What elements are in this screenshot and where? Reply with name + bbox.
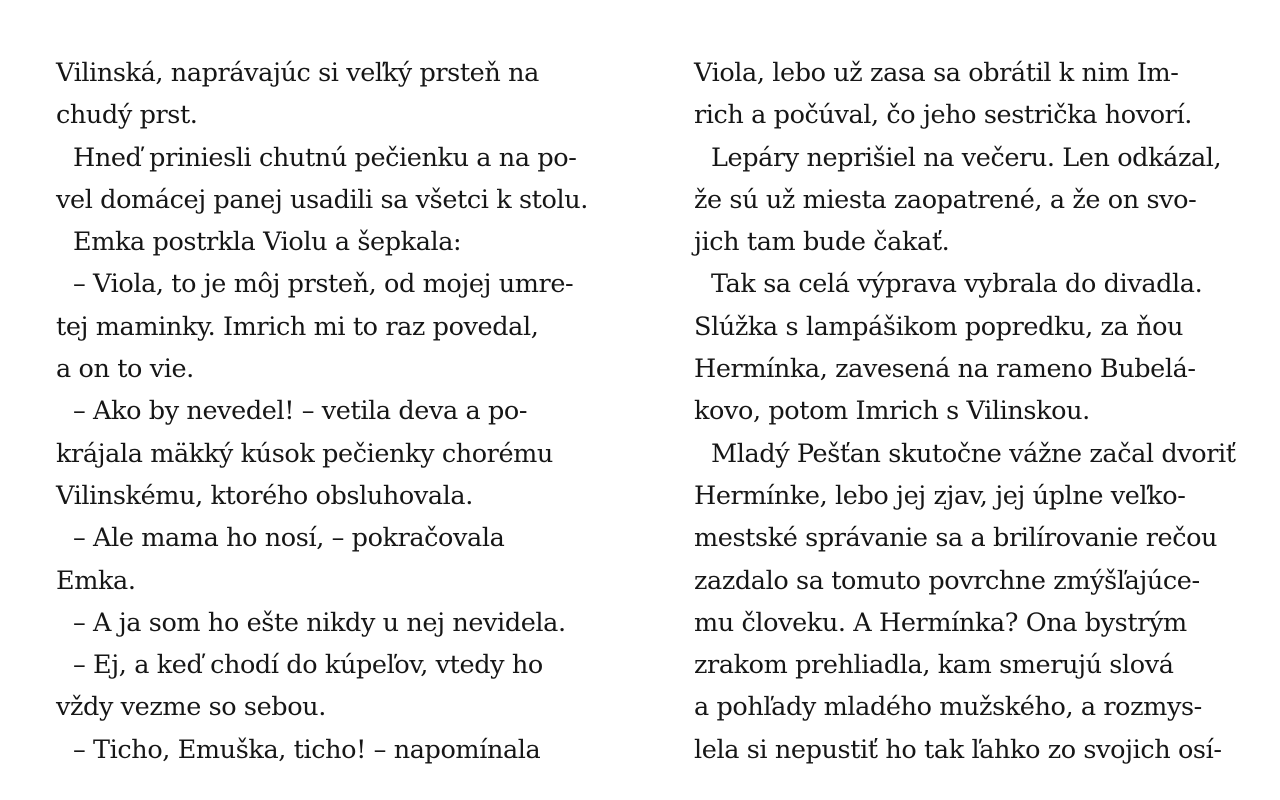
text-line: – Ale mama ho nosí, – pokračovala	[73, 523, 505, 554]
text-line: Vilinská, naprávajúc si veľký prsteň na	[56, 58, 539, 88]
text-line: mu človeku. A Hermínka? Ona bystrým	[694, 607, 1187, 638]
text-line: tej maminky. Imrich mi to raz povedal,	[56, 311, 539, 342]
text-line: a on to vie.	[56, 354, 194, 385]
text-line: jich tam bude čakať.	[694, 227, 950, 258]
text-line: zazdalo sa tomuto povrchne zmýšľajúce-	[694, 565, 1200, 596]
text-line: mestské správanie sa a brilírovanie rečou	[694, 523, 1218, 554]
text-line: – Ticho, Emuška, ticho! – napomínala	[73, 734, 541, 765]
text-line: Hneď priniesli chutnú pečienku a na po-	[73, 142, 577, 173]
text-line: lela si nepustiť ho tak ľahko zo svojich osí-	[694, 734, 1222, 765]
text-line: Slúžka s lampášikom popredku, za ňou	[694, 311, 1184, 342]
text-line: Vilinskému, ktorého obsluhovala.	[56, 480, 473, 511]
text-line: Viola, lebo už zasa sa obrátil k nim Im-	[694, 58, 1179, 88]
text-line: vel domácej panej usadili sa všetci k stolu.	[56, 184, 588, 215]
text-line: Lepáry neprišiel na večeru. Len odkázal,	[711, 142, 1222, 173]
text-line: chudý prst.	[56, 100, 198, 131]
text-line: – Ej, a keď chodí do kúpeľov, vtedy ho	[73, 650, 543, 681]
text-line: rich a počúval, čo jeho sestrička hovorí.	[694, 100, 1192, 131]
text-line: Emka postrkla Violu a šepkala:	[73, 227, 462, 258]
text-line: Mladý Pešťan skutočne vážne začal dvoriť	[711, 438, 1236, 469]
text-line: a pohľady mladého mužského, a rozmys-	[694, 692, 1202, 723]
text-line: – A ja som ho ešte nikdy u nej nevidela.	[73, 607, 566, 638]
text-line: krájala mäkký kúsok pečienky chorému	[56, 438, 553, 469]
text-line: Hermínke, lebo jej zjav, jej úplne veľko-	[694, 480, 1186, 511]
left-page-text	[56, 52, 596, 771]
text-line: Emka.	[56, 565, 136, 596]
text-line: zrakom prehliadla, kam smerujú slová	[694, 650, 1174, 681]
text-line: kovo, potom Imrich s Vilinskou.	[694, 396, 1090, 427]
text-line: že sú už miesta zaopatrené, a že on svo-	[694, 184, 1197, 215]
text-line: – Ako by nevedel! – vetila deva a po-	[73, 396, 528, 427]
right-page-text	[694, 52, 1234, 771]
text-line: Hermínka, zavesená na rameno Bubelá-	[694, 354, 1196, 385]
text-line: Tak sa celá výprava vybrala do divadla.	[711, 269, 1203, 300]
text-line: – Viola, to je môj prsteň, od mojej umre-	[73, 269, 574, 300]
text-line: vždy vezme so sebou.	[56, 692, 326, 723]
